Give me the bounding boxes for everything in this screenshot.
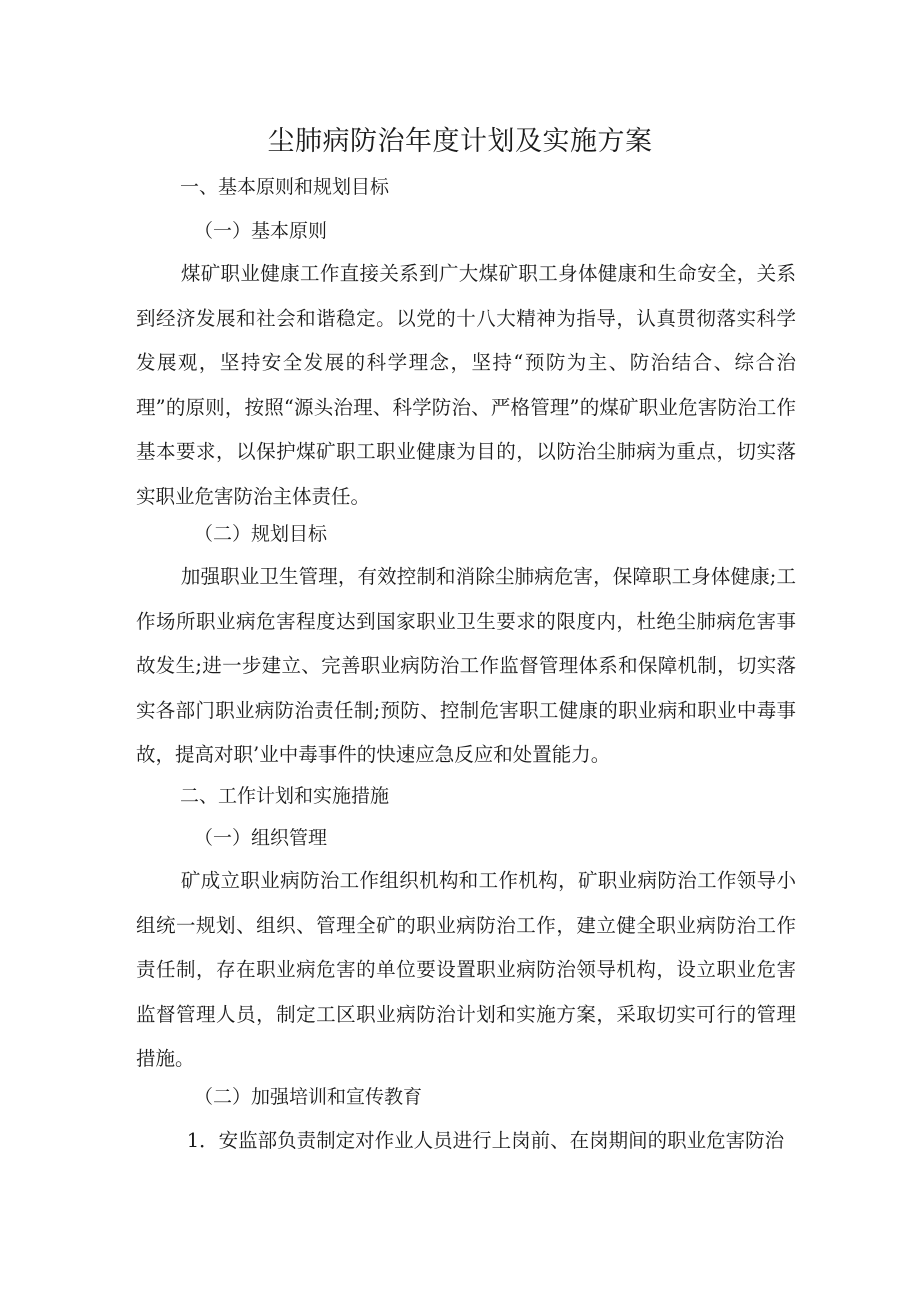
section-2-1-paragraph: 矿成立职业病防治工作组织机构和工作机构，矿职业病防治工作领导小组统一规划、组织、管理全矿的职业病防治工作，建立健全职业病防治工作责任制，存在职业病危害的单位要设置职业病防治领导机构，设立职业危害监督管理人员，制定工区职业病防治计划和实施方案，采取切实可行的管理措施。 [136,869,796,1070]
section-2-2-item-1: 1．安监部负责制定对作业人员进行上岗前、在岗期间的职业危害防治 [186,1129,785,1152]
document-title: 尘肺病防治年度计划及实施方案 [267,126,653,157]
section-1-1-heading: （一）基本原则 [194,220,328,242]
section-1-1-paragraph: 煤矿职业健康工作直接关系到广大煤矿职工身体健康和生命安全，关系到经济发展和社会和谐稳定。以党的十八大精神为指导，认真贯彻落实科学发展观，坚持安全发展的科学理念，坚持“预防为主、防治结合、综合治理”的原则，按照“源头治理、科学防治、严格管理”的煤矿职业危害防治工作基本要求，以保护煤矿职工职业健康为目的，以防治尘肺病为重点，切实落实职业危害防治主体责任。 [136,262,796,508]
section-2-2-heading: （二）加强培训和宣传教育 [194,1086,423,1108]
section-1-2-paragraph: 加强职业卫生管理，有效控制和消除尘肺病危害，保障职工身体健康;工作场所职业病危害程度达到国家职业卫生要求的限度内，杜绝尘肺病危害事故发生;进一步建立、完善职业病防治工作监督管理体系和保障机制，切实落实各部门职业病防治责任制;预防、控制危害职工健康的职业病和职业中毒事故，提高对职’业中毒事件的快速应急反应和处置能力。 [136,565,796,766]
section-1-2-heading: （二）规划目标 [194,523,328,545]
section-2-heading: 二、工作计划和实施措施 [180,785,390,807]
section-2-1-heading: （一）组织管理 [194,827,328,849]
section-1-heading: 一、基本原则和规划目标 [180,176,390,198]
